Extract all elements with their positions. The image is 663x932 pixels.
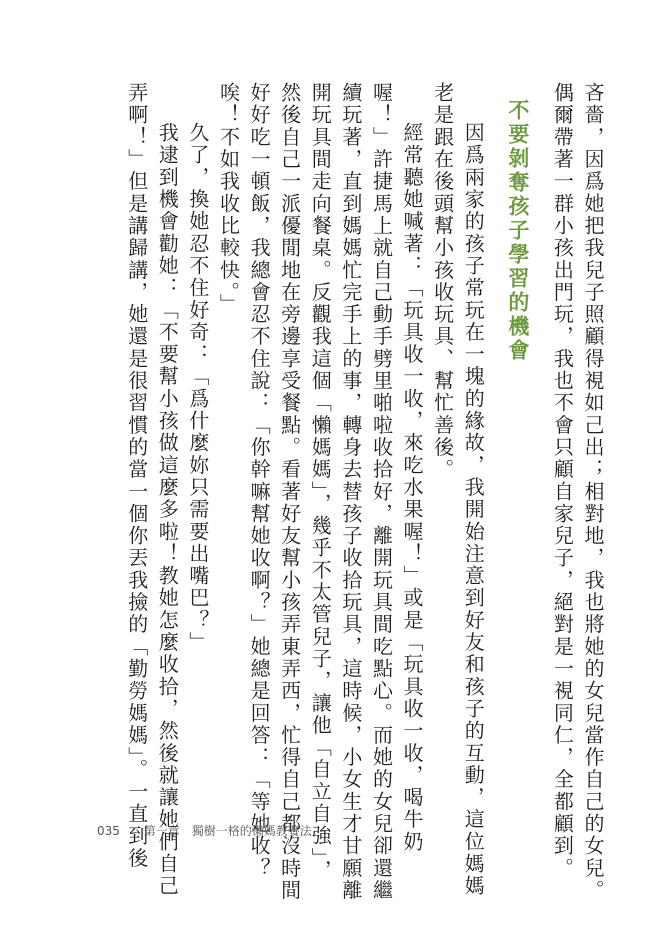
body-line: 老是跟在後頭幫小孩收玩具、幫忙善後。 xyxy=(430,82,455,481)
body-line: 經常聽她喊著：「玩具收一收，來吃水果喔！」或是「玩具收一收，喝牛奶 xyxy=(400,122,425,853)
body-line: 喔！」許捷馬上就自己動手劈里啪啦收拾好，離開玩具間吃點心。而她的女兒卻還繼 xyxy=(369,82,394,902)
page-footer xyxy=(97,822,312,839)
body-line: 久了，換她忍不住好奇：「爲什麼妳只需要出嘴巴？」 xyxy=(185,122,210,654)
body-line: 因爲兩家的孩子常玩在一塊的緣故，我開始注意到好友和孩子的互動，這位媽媽 xyxy=(461,122,486,898)
body-line: 唉！不如我收比較快。」 xyxy=(216,82,241,316)
body-line: 我逮到機會勸她：「不要幫小孩做這麼多啦！教她怎麼收拾，然後就讓她們自己 xyxy=(155,122,180,898)
body-line: 好好吃一頓飯，我總會忍不住說：「你幹嘛幫她收啊？」她總是回答：「等她收？ xyxy=(247,82,272,880)
page-number: 035 xyxy=(97,824,120,838)
section-heading: 不要剝奪孩子學習的機會 xyxy=(505,98,530,363)
body-line: 弄啊！」但是講歸講，她還是很習慣的當一個你丟我撿的「勤勞媽媽」。一直到後 xyxy=(124,82,149,870)
body-line: 開玩具間走向餐桌。反觀我這個「懶媽媽」，幾乎不太管兒子，讓他「自立自強」， xyxy=(308,82,333,882)
body-line: 續玩著，直到媽媽忙完手上的事，轉身去替孩子收拾玩具，這時候，小女生才甘願離 xyxy=(338,82,363,902)
running-header: 第一章 獨樹一格的懶媽教養法 xyxy=(143,824,312,838)
body-line: 然後自己一派優閒地在旁邊享受餐點。看著好友幫小孩弄東弄西，忙得自己都沒時間 xyxy=(277,82,302,902)
body-line: 偶爾帶著一群小孩出門玩，我也不會只顧自家兒子，絕對是一視同仁，全都顧到。 xyxy=(550,82,575,880)
body-line: 吝嗇，因爲她把我兒子照顧得視如己出；相對地，我也將她的女兒當作自己的女兒。 xyxy=(581,82,605,902)
